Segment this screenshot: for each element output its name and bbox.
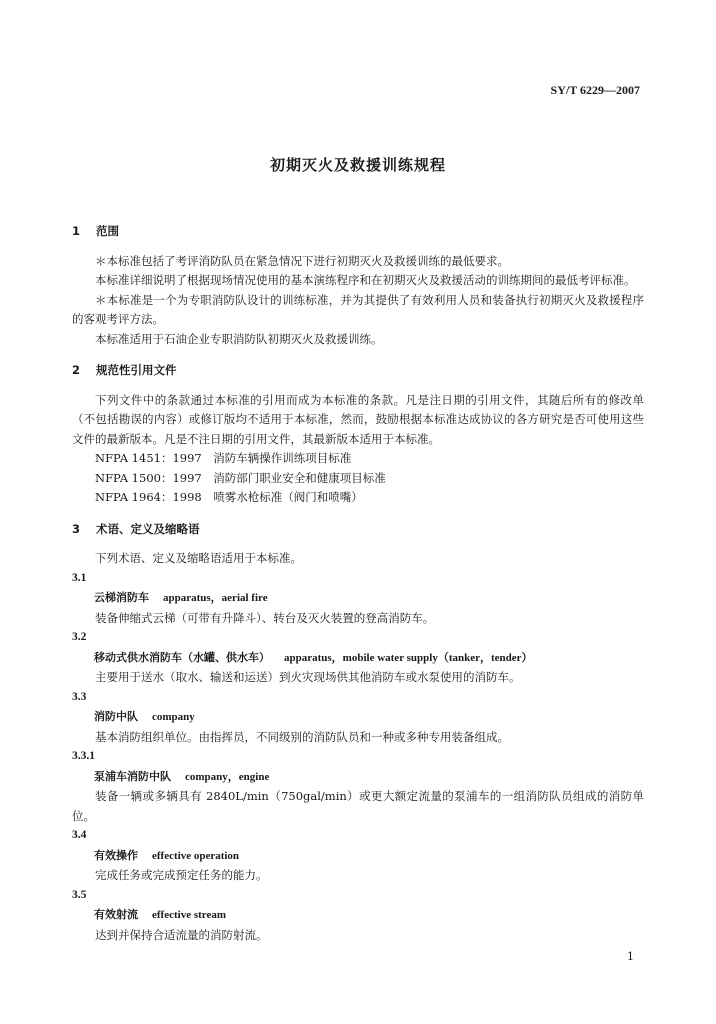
term-entry xyxy=(72,905,644,926)
section-title: 规范性引用文件 xyxy=(96,363,177,377)
term-english: effective operation xyxy=(152,849,240,862)
term-english: company，engine xyxy=(185,770,270,783)
term-english: company xyxy=(152,711,195,723)
term-entry xyxy=(72,846,644,867)
section-title: 术语、定义及缩略语 xyxy=(96,521,200,536)
term-chinese: 消防中队 xyxy=(94,710,138,723)
section-heading xyxy=(72,222,644,242)
clause-number: 3.2 xyxy=(72,631,87,643)
section-heading xyxy=(72,361,644,381)
clause-number: 3.1 xyxy=(72,571,87,584)
term-definition: 装备一辆或多辆具有 2840L/min（750gal/min）或更大额定流量的泵浦车的一组消防队员组成的消防单位。 xyxy=(72,789,644,823)
term-entry xyxy=(72,707,644,728)
document-title: 初期灭火及救援训练规程 xyxy=(269,156,446,174)
term-entry xyxy=(72,588,644,609)
term-chinese: 泵浦车消防中队 xyxy=(94,769,171,783)
clause-number: 3.3 xyxy=(72,690,87,703)
section-number: 2 xyxy=(72,363,81,377)
term-entry xyxy=(72,767,644,788)
paragraph: 下列文件中的条款通过本标准的引用而成为本标准的条款。凡是注日期的引用文件，其随后所有的修改单（不包括勘误的内容）或修订版均不适用于本标准，然而，鼓励根据本标准达成协议的各方研究是否可使用这些文件的最新版本。凡是不注日期的引用文件，其最新版本适用于本标准。 xyxy=(72,392,644,446)
term-definition: 完成任务或完成预定任务的能力。 xyxy=(95,868,268,882)
term-chinese: 有效射流 xyxy=(94,908,138,921)
term-english: apparatus，aerial fire xyxy=(163,592,268,604)
term-chinese: 移动式供水消防车（水罐、供水车） xyxy=(94,650,270,664)
term-english: effective stream xyxy=(152,909,226,921)
clause-number: 3.5 xyxy=(72,888,87,901)
paragraph: 本标准适用于石油企业专职消防队初期灭火及救援训练。 xyxy=(95,331,383,346)
section-number: 1 xyxy=(72,224,81,238)
section-number: 3 xyxy=(72,521,81,536)
page-number: 1 xyxy=(627,950,634,963)
term-definition: 达到并保持合适流量的消防射流。 xyxy=(95,927,268,942)
clause-number: 3.4 xyxy=(72,829,87,841)
term-definition: 基本消防组织单位。由指挥员，不同级别的消防队员和一种或多种专用装备组成。 xyxy=(95,729,509,744)
term-entry xyxy=(72,648,644,669)
paragraph: 下列术语、定义及缩略语适用于本标准。 xyxy=(95,551,302,565)
paragraph: 本标准详细说明了根据现场情况使用的基本演练程序和在初期灭火及救援活动的训练期间的最低考评标准。 xyxy=(95,273,636,287)
reference-item: NFPA 1500：1997 消防部门职业安全和健康项目标准 xyxy=(95,470,386,485)
term-chinese: 云梯消防车 xyxy=(94,591,149,604)
term-definition: 主要用于送水（取水、输送和运送）到火灾现场供其他消防车或水泵使用的消防车。 xyxy=(95,670,521,684)
clause-number: 3.3.1 xyxy=(72,750,95,762)
document-body xyxy=(72,222,644,945)
section-title: 范围 xyxy=(96,224,119,238)
paragraph: ＊本标准是一个为专职消防队设计的训练标准，并为其提供了有效利用人员和装备执行初期灭火及救援程序的客观考评方法。 xyxy=(72,292,644,326)
paragraph: ＊本标准包括了考评消防队员在紧急情况下进行初期灭火及救援训练的最低要求。 xyxy=(95,253,509,268)
standard-code: SY/T 6229—2007 xyxy=(550,83,640,97)
reference-item: NFPA 1451：1997 消防车辆操作训练项目标准 xyxy=(95,451,352,465)
reference-item: NFPA 1964：1998 喷雾水枪标准（阀门和喷嘴） xyxy=(95,490,363,504)
term-chinese: 有效操作 xyxy=(94,848,138,862)
term-english: apparatus，mobile water supply（tanker，tender） xyxy=(284,651,533,664)
section-heading xyxy=(72,520,644,540)
term-definition: 装备伸缩式云梯（可带有升降斗）、转台及灭火装置的登高消防车。 xyxy=(95,610,435,625)
